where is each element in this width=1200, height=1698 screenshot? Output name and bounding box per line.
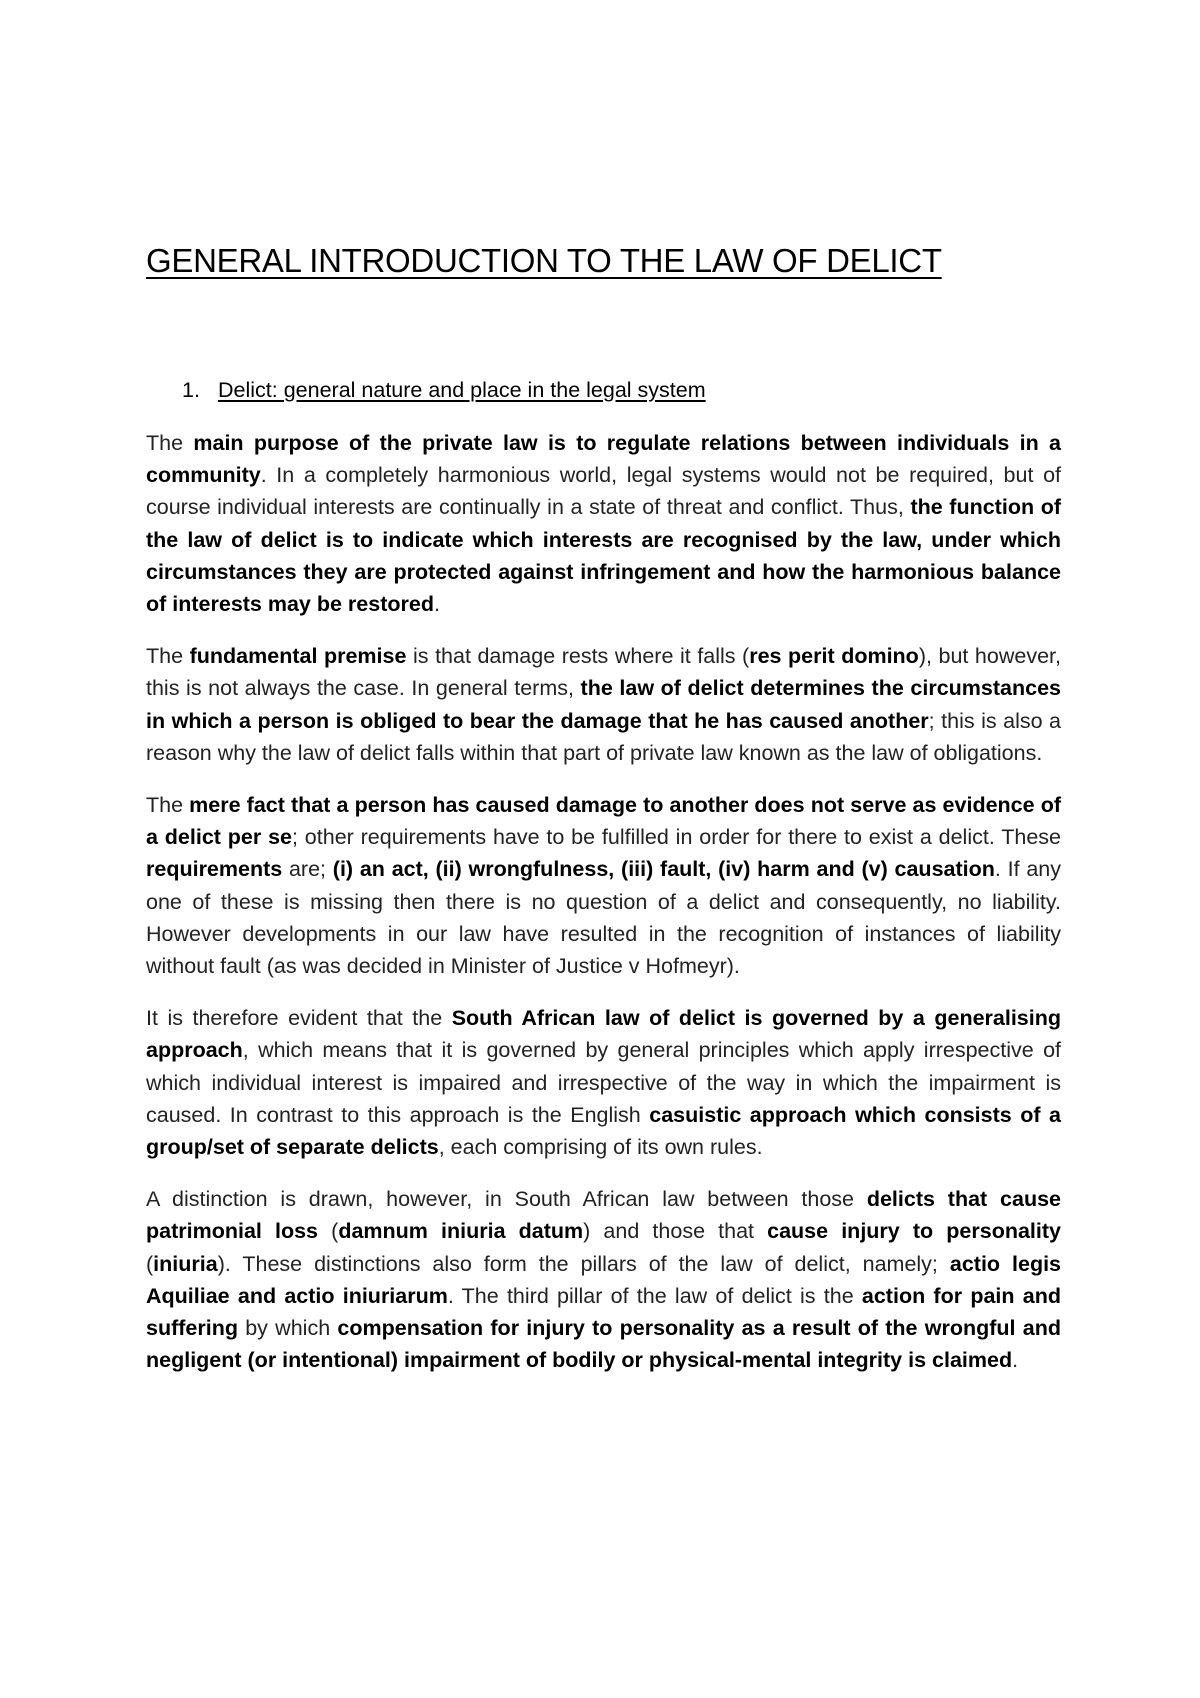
text-run: The xyxy=(146,431,194,455)
text-run: The xyxy=(146,644,190,669)
text-run: . In a completely harmonious world, legal systems would not be required, but of course individual interests are continually in a state of threat and conflict. Thus, xyxy=(146,463,1061,520)
text-run: ( xyxy=(318,1219,339,1244)
text-run: are; xyxy=(282,857,333,882)
text-run: , each comprising of its own rules. xyxy=(438,1135,763,1160)
text-run: . xyxy=(433,592,440,617)
bold-text-run: South African law of delict is governed by a generalising approach xyxy=(146,1006,1062,1063)
paragraph-2 xyxy=(146,640,1061,769)
text-run: is that damage rests where it falls ( xyxy=(406,644,750,669)
bold-text-run: res perit domino xyxy=(749,644,919,669)
text-run: The xyxy=(146,793,190,818)
paragraph-3 xyxy=(146,789,1061,982)
text-run: ; other requirements have to be fulfilled in order for there to exist a delict. These xyxy=(292,825,1062,850)
text-run: . The third pillar of the law of delict is the xyxy=(447,1283,862,1308)
bold-text-run: damnum iniuria datum xyxy=(338,1219,584,1244)
document-title: GENERAL INTRODUCTION TO THE LAW OF DELICT xyxy=(146,242,942,279)
text-run: by which xyxy=(237,1316,338,1341)
text-run: It is therefore evident that the xyxy=(146,1006,452,1031)
bold-text-run: delicts that cause patrimonial loss xyxy=(146,1187,1061,1244)
bold-text-run: (i) an act, (ii) wrongfulness, (iii) fault, (iv) harm and (v) causation xyxy=(332,857,995,882)
text-run: . xyxy=(1012,1348,1019,1373)
bold-text-run: mere fact that a person has caused damage to another does not serve as evidence of a delict per se xyxy=(146,793,1061,850)
paragraph-1 xyxy=(146,427,1061,620)
bold-text-run: actio legis Aquiliae and actio iniuriarum xyxy=(146,1251,1062,1308)
bold-text-run: iniuria xyxy=(153,1251,218,1276)
bold-text-run: cause injury to personality xyxy=(767,1219,1061,1244)
section-heading-text: Delict: general nature and place in the legal system xyxy=(218,378,706,402)
paragraph-4 xyxy=(146,1002,1061,1163)
section-heading xyxy=(182,378,706,403)
text-run: ( xyxy=(146,1251,154,1276)
text-run: . If any one of these is missing then there is no question of a delict and consequently, no liability. However developments in our law have resulted in the recognition of instances of liability without fault (as was decided in Minister of Justice v Hofmeyr). xyxy=(146,857,1061,979)
bold-text-run: casuistic approach which consists of a group/set of separate delicts xyxy=(146,1102,1062,1160)
bold-text-run: main purpose of the private law is to regulate relations between individuals in a community xyxy=(146,431,1061,488)
bold-text-run: requirements xyxy=(146,857,283,882)
body-text xyxy=(146,427,1061,1396)
text-run: ). These distinctions also form the pillars of the law of delict, namely; xyxy=(217,1251,950,1276)
paragraph-5 xyxy=(146,1183,1061,1376)
bold-text-run: the function of the law of delict is to indicate which interests are recognised by the law, under which circumstances they are protected against infringement and how the harmonious balance of interests may be restored xyxy=(146,495,1061,617)
text-run: ; this is also a reason why the law of delict falls within that part of private law known as the law of obligations. xyxy=(146,708,1062,765)
bold-text-run: action for pain and suffering xyxy=(146,1283,1061,1341)
text-run: A distinction is drawn, however, in South African law between those xyxy=(146,1187,867,1212)
section-number: 1. xyxy=(182,378,200,402)
text-run: , which means that it is governed by general principles which apply irrespective of which individual interest is impaired and irrespective of the way in which the impairment is caused. In contrast to this approach is the English xyxy=(146,1038,1061,1127)
text-run: ), but however, this is not always the case. In general terms, xyxy=(146,644,1061,701)
bold-text-run: the law of delict determines the circumstances in which a person is obliged to bear the damage that he has caused another xyxy=(146,676,1061,733)
text-run: ) and those that xyxy=(583,1219,768,1244)
bold-text-run: fundamental premise xyxy=(189,644,407,669)
bold-text-run: compensation for injury to personality as a result of the wrongful and negligent (or intentional) impairment of bodily or physical-mental integrity is claimed xyxy=(146,1316,1061,1373)
